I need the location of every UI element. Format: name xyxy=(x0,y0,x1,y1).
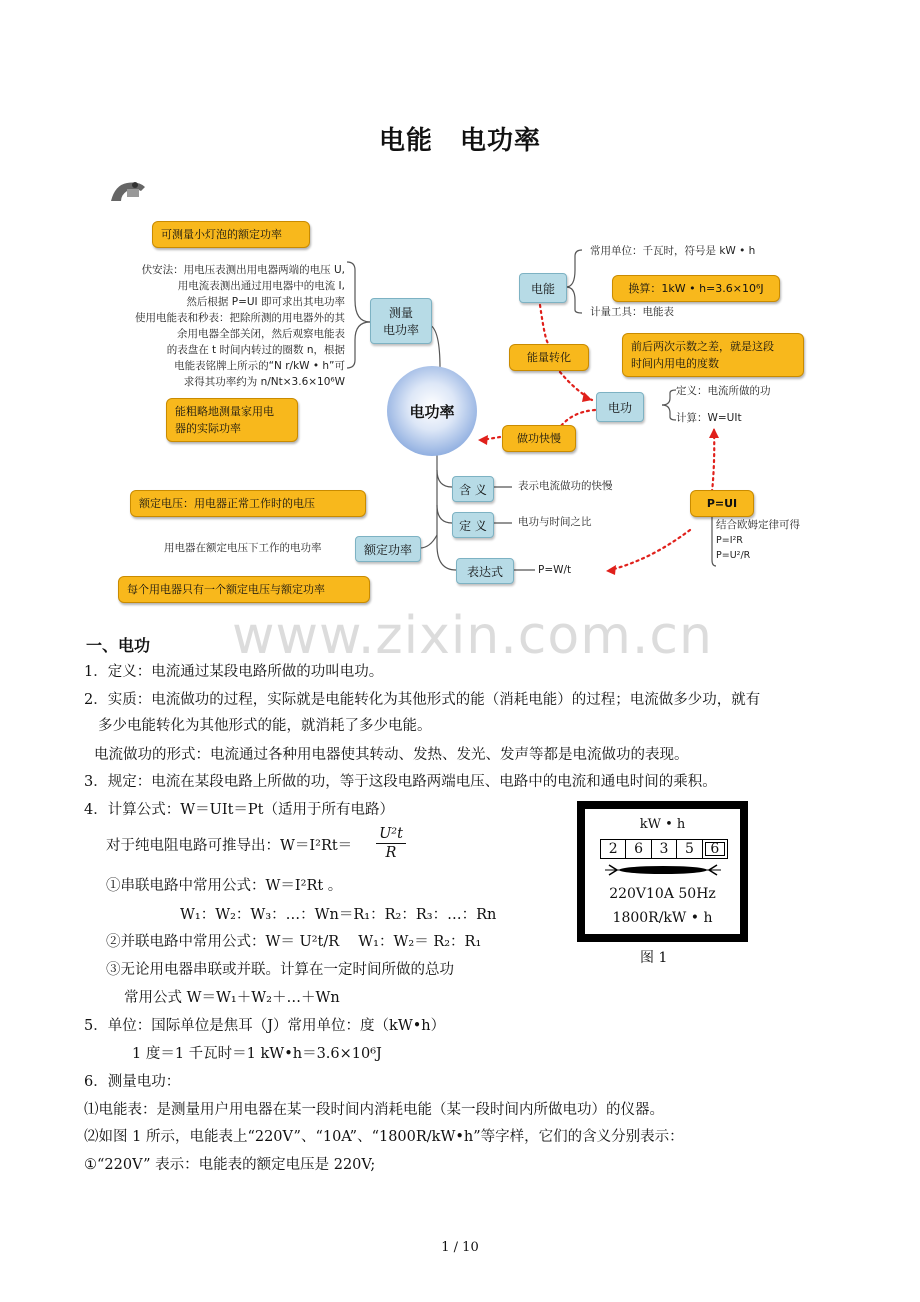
line-2c: 电流做功的形式：电流通过各种用电器使其转动、发热、发光、发声等都是电流做功的表现。 xyxy=(94,747,689,763)
fraction xyxy=(376,825,406,862)
formula-text: P=W/t xyxy=(538,564,572,576)
meter-digit: 3 xyxy=(652,840,677,858)
line-3: 3．规定：电流在某段电路上所做的功，等于这段电路两端电压、电路中的电流和通电时间的乘积。 xyxy=(84,774,717,790)
energy-meter-figure xyxy=(577,801,748,942)
node-work: 电功 xyxy=(596,392,644,422)
meter-disc-icon xyxy=(605,863,721,877)
line-4e: ②并联电路中常用公式：W＝ U²t/R W₁：W₂＝ R₂：R₁ xyxy=(106,934,482,950)
node-definition: 定 义 xyxy=(452,512,494,538)
meter-unit: kW • h xyxy=(639,817,686,832)
node-meaning: 含 义 xyxy=(452,476,494,502)
watermark: www.zixin.com.cn xyxy=(232,606,713,666)
common-unit-text: 常用单位：千瓦时，符号是 kW • h xyxy=(590,245,756,257)
line-4c: ①串联电路中常用公式：W＝I²Rt 。 xyxy=(106,878,343,894)
node-p-ui: P=UI xyxy=(690,490,754,517)
node-energy: 电能 xyxy=(519,273,567,303)
fraction-numerator: U²t xyxy=(376,825,406,844)
page-number: 1 / 10 xyxy=(441,1240,479,1255)
node-rated-power: 额定功率 xyxy=(355,536,421,562)
ohm-formula-1: P=I²R xyxy=(716,535,743,546)
work-definition-text: 定义：电流所做的功 xyxy=(676,385,771,397)
line-4: 4．计算公式：W＝UIt＝Pt（适用于所有电路） xyxy=(84,802,394,818)
line-4f: ③无论用电器串联或并联。计算在一定时间所做的总功 xyxy=(106,962,454,978)
meter-digit: 5 xyxy=(677,840,702,858)
callout-only-one-rating: 每个用电器只有一个额定电压与额定功率 xyxy=(118,576,370,603)
line-2a: 2．实质：电流做功的过程，实际就是电能转化为其他形式的能（消耗电能）的过程；电流做多少功，就有 xyxy=(84,692,761,708)
line-4b: 对于纯电阻电路可推导出：W＝I²Rt＝ xyxy=(106,838,353,854)
callout-conversion: 换算：1kW • h=3.6×10⁶J xyxy=(612,275,780,302)
callout-reading-diff: 前后两次示数之差，就是这段 时间内用电的度数 xyxy=(622,333,804,377)
ohm-formula-2: P=U²/R xyxy=(716,550,751,561)
node-energy-convert: 能量转化 xyxy=(509,344,589,371)
definition-text: 电功与时间之比 xyxy=(518,516,592,528)
line-6: 6．测量电功： xyxy=(84,1074,181,1090)
line-5: 5．单位：国际单位是焦耳（J）常用单位：度（kW•h） xyxy=(84,1018,446,1034)
meter-digit: 6 xyxy=(703,840,727,858)
line-2b: 多少电能转化为其他形式的能，就消耗了多少电能。 xyxy=(98,718,432,734)
page-title: 电能 电功率 xyxy=(378,126,541,156)
voltammetry-text: 伏安法：用电压表测出用电器两端的电压 U, 用电流表测出通过用电器中的电流 I, 然后根据 P=UI 即可求出其电功率 xyxy=(141,264,345,308)
callout-lamp-power: 可测量小灯泡的额定功率 xyxy=(152,221,310,248)
work-calc-text: 计算：W=UIt xyxy=(676,412,742,424)
meter-digits xyxy=(600,839,728,859)
node-measure-power: 测量 电功率 xyxy=(370,298,432,344)
meter-tool-text: 计量工具：电能表 xyxy=(590,306,674,318)
node-work-speed: 做功快慢 xyxy=(502,425,576,452)
meter-digit: 6 xyxy=(626,840,651,858)
line-1: 1．定义：电流通过某段电路所做的功叫电功。 xyxy=(84,664,384,680)
line-6a: ⑴电能表：是测量用户用电器在某一段时间内消耗电能（某一段时间内所做电功）的仪器。 xyxy=(84,1102,664,1118)
ohm-law-text: 结合欧姆定律可得 xyxy=(716,519,800,531)
line-4d: W₁：W₂：W₃：…：Wn＝R₁：R₂：R₃：…：Rn xyxy=(180,907,497,923)
line-6c: ①“220V” 表示：电能表的额定电压是 220V; xyxy=(84,1157,376,1173)
center-node-power: 电功率 xyxy=(387,366,477,456)
callout-rough: 能粗略地测量家用电 器的实际功率 xyxy=(166,398,298,442)
meter-spec-1: 220V10A 50Hz xyxy=(609,886,716,902)
node-formula: 表达式 xyxy=(456,558,514,584)
meter-digit: 2 xyxy=(601,840,626,858)
line-6b: ⑵如图 1 所示，电能表上“220V”、“10A”、“1800R/kW•h”等字样，它们的含义分别表示： xyxy=(84,1129,684,1145)
line-4g: 常用公式 W＝W₁＋W₂＋…＋Wn xyxy=(124,990,340,1006)
rated-power-text: 用电器在额定电压下工作的电功率 xyxy=(164,542,322,554)
meter-spec-2: 1800R/kW • h xyxy=(612,910,713,926)
line-5b: 1 度＝1 千瓦时＝1 kW•h＝3.6×10⁶J xyxy=(132,1046,382,1062)
callout-rated-voltage: 额定电压：用电器正常工作时的电压 xyxy=(130,490,366,517)
figure-caption: 图 1 xyxy=(640,950,668,966)
fraction-denominator: R xyxy=(385,845,397,861)
meaning-text: 表示电流做功的快慢 xyxy=(518,480,613,492)
meter-method-text: 使用电能表和秒表：把除所测的用电器外的其 余用电器全部关闭，然后观察电能表 的表盘在 t 时间内转过的圈数 n，根据 电能表铭牌上所示的“N r/kW • h”可 求得其功率约为 n/Nt×3.6×10⁶W xyxy=(135,312,345,388)
section-heading: 一、电功 xyxy=(86,636,151,655)
